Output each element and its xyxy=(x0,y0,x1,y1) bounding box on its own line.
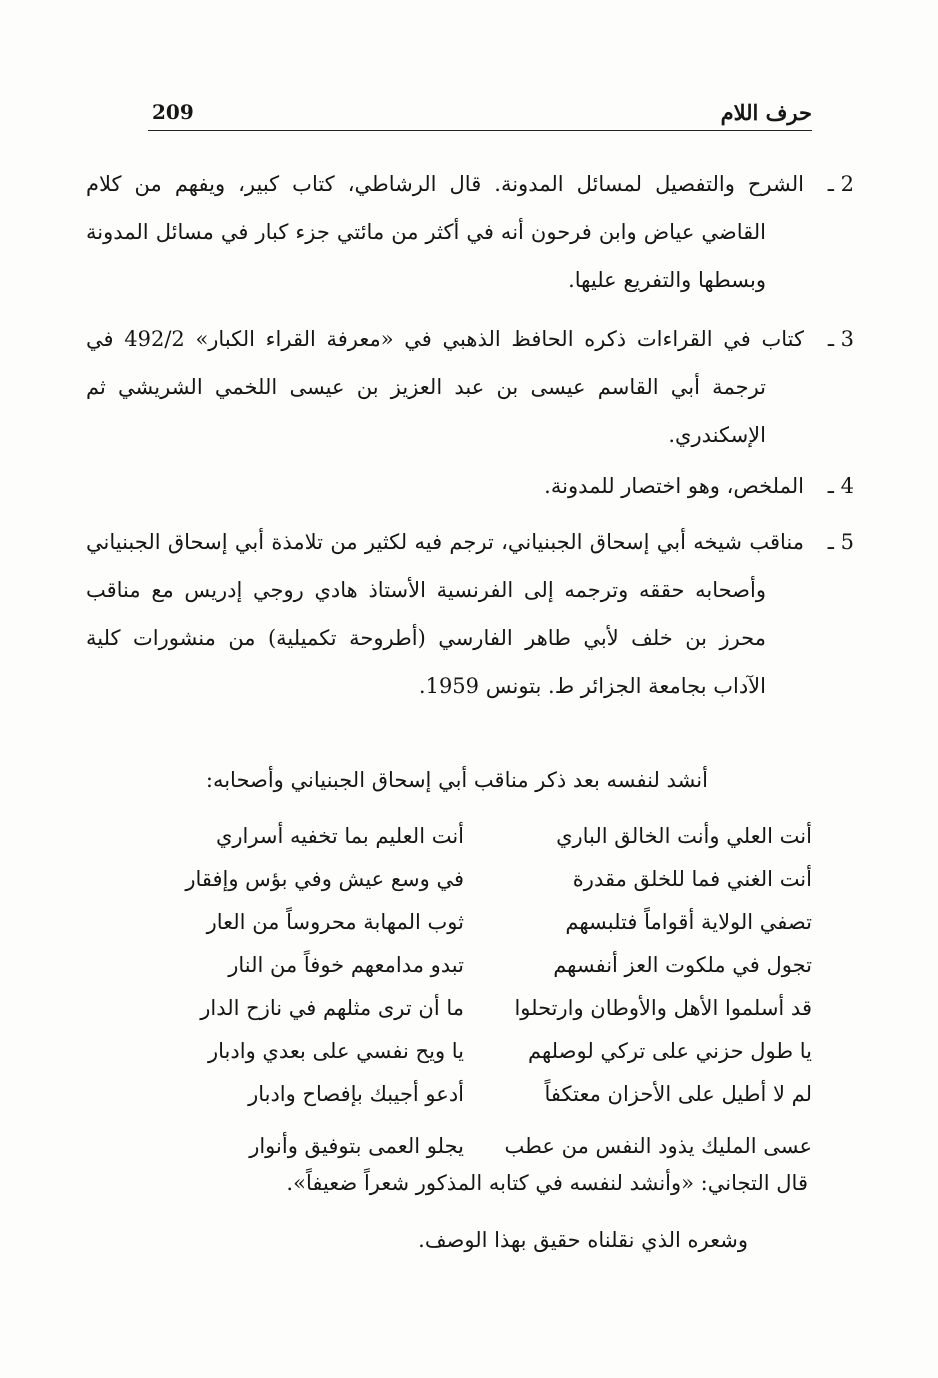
item-text: مناقب شيخه أبي إسحاق الجبنياني، ترجم فيه لكثير من تلامذة أبي إسحاق الجبنياني وأصحابه حققه وترجمه إلى الفرنسية الأستاذ هادي روجي إدريس مع مناقب محرز بن خلف لأبي طاهر الفارسي (أطروحة تكميلية) من منشورات كلية الآداب بجامعة الجزائر ط. بتونس 1959. xyxy=(86,530,804,698)
verse-second-hemistich: يجلو العمى بتوفيق وأنوار xyxy=(249,1134,464,1158)
verse-row xyxy=(148,987,812,1030)
verse-first-hemistich: تجول في ملكوت العز أنفسهم xyxy=(553,953,812,977)
verse-second-hemistich: ثوب المهابة محروساً من العار xyxy=(206,910,464,934)
verse-first-hemistich: أنت الغني فما للخلق مقدرة xyxy=(572,867,812,891)
page-number: 209 xyxy=(152,100,194,124)
verse-second-hemistich: أنت العليم بما تخفيه أسراري xyxy=(215,824,464,848)
verse-second-hemistich: أدعو أجيبك بإفصاح وادبار xyxy=(248,1082,464,1106)
verse-second-hemistich: تبدو مدامعهم خوفاً من النار xyxy=(228,953,464,977)
verse-first-hemistich: تصفي الولاية أقواماً فتلبسهم xyxy=(565,910,812,934)
verse-first-hemistich: قد أسلموا الأهل والأوطان وارتحلوا xyxy=(514,996,812,1020)
chapter-title: حرف اللام xyxy=(720,100,812,125)
verse-second-hemistich: ما أن ترى مثلهم في نازح الدار xyxy=(200,996,464,1020)
verse-second-hemistich: في وسع عيش وفي بؤس وإفقار xyxy=(185,867,464,891)
page-header xyxy=(148,96,812,131)
poem xyxy=(148,815,812,1168)
item-text: الشرح والتفصيل لمسائل المدونة. قال الرشاطي، كتاب كبير، ويفهم من كلام القاضي عياض وابن فرحون أنه في أكثر من مائتي جزء كبار في مسائل المدونة وبسطها والتفريع عليها. xyxy=(86,172,804,292)
verse-row xyxy=(148,1073,812,1125)
item-text: الملخص، وهو اختصار للمدونة. xyxy=(544,474,804,498)
verse-row xyxy=(148,815,812,858)
poem-intro: أنشد لنفسه بعد ذكر مناقب أبي إسحاق الجبنياني وأصحابه: xyxy=(205,768,708,792)
list-item-3: 3 ـكتاب في القراءات ذكره الحافظ الذهبي في «معرفة القراء الكبار» 492/2 في ترجمة أبي القاسم عيسى بن عبد العزيز بن عيسى اللخمي الشريشي ثم الإسكندري. xyxy=(86,327,855,447)
list-item-2: 2 ـالشرح والتفصيل لمسائل المدونة. قال الرشاطي، كتاب كبير، ويفهم من كلام القاضي عياض وابن فرحون أنه في أكثر من مائتي جزء كبار في مسائل المدونة وبسطها والتفريع عليها. xyxy=(86,172,854,292)
verse-row xyxy=(148,1125,812,1168)
verse-row xyxy=(148,944,812,987)
tijani-quote: قال التجاني: «وأنشد لنفسه في كتابه المذكور شعراً ضعيفاً». xyxy=(286,1171,808,1195)
verse-second-hemistich: يا ويح نفسي على بعدي وادبار xyxy=(208,1039,464,1063)
list-item-4: 4 ـالملخص، وهو اختصار للمدونة. xyxy=(544,474,854,498)
verse-first-hemistich: لم لا أطيل على الأحزان معتكفاً xyxy=(544,1082,812,1106)
verse-row xyxy=(148,858,812,901)
verse-first-hemistich: عسى المليك يذود النفس من عطب xyxy=(504,1134,812,1158)
list-item-5: 5 ـمناقب شيخه أبي إسحاق الجبنياني، ترجم فيه لكثير من تلامذة أبي إسحاق الجبنياني وأصحابه حققه وترجمه إلى الفرنسية الأستاذ هادي روجي إدريس مع مناقب محرز بن خلف لأبي طاهر الفارسي (أطروحة تكميلية) من منشورات كلية الآداب بجامعة الجزائر ط. بتونس 1959. xyxy=(86,530,854,698)
verse-row xyxy=(148,1030,812,1073)
closing-remark: وشعره الذي نقلناه حقيق بهذا الوصف. xyxy=(418,1228,748,1252)
verse-first-hemistich: أنت العلي وأنت الخالق الباري xyxy=(556,824,812,848)
verse-row xyxy=(148,901,812,944)
item-text: كتاب في القراءات ذكره الحافظ الذهبي في «معرفة القراء الكبار» 492/2 في ترجمة أبي القاسم عيسى بن عبد العزيز بن عيسى اللخمي الشريشي ثم الإسكندري. xyxy=(86,327,805,447)
verse-first-hemistich: يا طول حزني على تركي لوصلهم xyxy=(528,1039,812,1063)
